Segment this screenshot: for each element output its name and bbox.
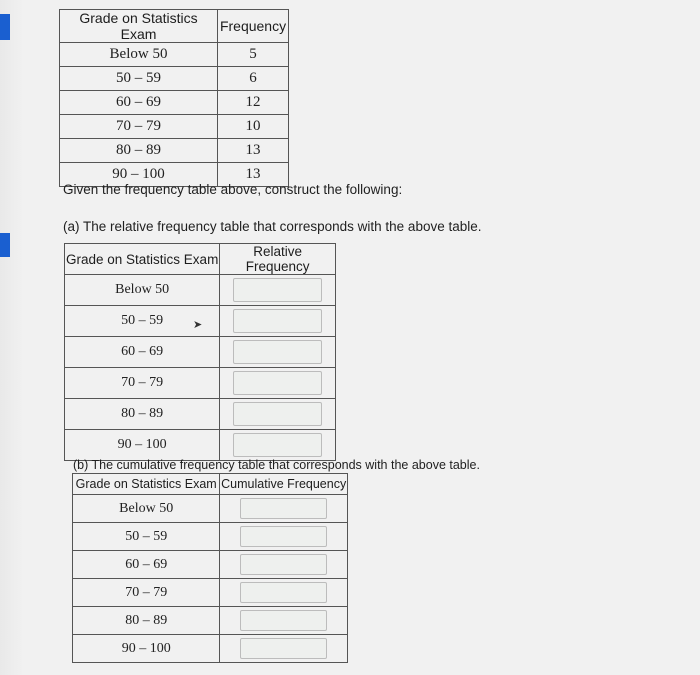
grade-cell: 60 – 69 — [65, 337, 220, 368]
grade-cell: 50 – 59 — [65, 306, 220, 337]
table-row — [65, 430, 336, 461]
grade-cell: 70 – 79 — [60, 115, 218, 139]
grade-cell: 90 – 100 — [65, 430, 220, 461]
answer-cell — [220, 579, 348, 607]
grade-column-header: Grade on Statistics Exam — [65, 244, 220, 275]
frequency-cell: 10 — [218, 115, 289, 139]
grade-column-header: Grade on Statistics Exam — [73, 474, 220, 495]
answer-cell — [220, 635, 348, 663]
grade-cell: 60 – 69 — [60, 91, 218, 115]
sidebar-marker-middle — [0, 233, 10, 257]
table-row — [60, 139, 289, 163]
frequency-cell: 13 — [218, 163, 289, 187]
grade-cell: 70 – 79 — [73, 579, 220, 607]
cumulative-frequency-input[interactable] — [240, 638, 327, 659]
table-row — [73, 495, 348, 523]
grade-cell: 80 – 89 — [60, 139, 218, 163]
frequency-cell: 6 — [218, 67, 289, 91]
cumulative-frequency-column-header: Cumulative Frequency — [220, 474, 348, 495]
relative-frequency-input[interactable] — [233, 371, 322, 395]
relative-frequency-input[interactable] — [233, 433, 322, 457]
table-header-row — [65, 244, 336, 275]
answer-cell — [220, 399, 336, 430]
answer-cell — [220, 275, 336, 306]
cumulative-frequency-input[interactable] — [240, 498, 327, 519]
table-header-row — [60, 10, 289, 43]
answer-cell — [220, 306, 336, 337]
instruction-text: Given the frequency table above, construct the following: — [63, 182, 403, 197]
cumulative-frequency-input[interactable] — [240, 554, 327, 575]
part-b-prompt: (b) The cumulative frequency table that corresponds with the above table. — [73, 458, 480, 472]
mouse-pointer-icon: ➤ — [193, 319, 203, 331]
grade-cell: 50 – 59 — [60, 67, 218, 91]
answer-cell — [220, 368, 336, 399]
frequency-table — [59, 9, 289, 187]
table-row — [60, 91, 289, 115]
answer-cell — [220, 337, 336, 368]
answer-cell — [220, 495, 348, 523]
grade-cell: Below 50 — [65, 275, 220, 306]
table-row — [60, 115, 289, 139]
grade-cell: Below 50 — [73, 495, 220, 523]
relative-frequency-input[interactable] — [233, 340, 322, 364]
sidebar-marker-top — [0, 14, 10, 40]
cumulative-frequency-input[interactable] — [240, 610, 327, 631]
cumulative-frequency-input[interactable] — [240, 526, 327, 547]
cumulative-frequency-input[interactable] — [240, 582, 327, 603]
table-row — [73, 607, 348, 635]
grade-cell: Below 50 — [60, 43, 218, 67]
table-row — [65, 368, 336, 399]
table-row — [65, 399, 336, 430]
relative-frequency-input[interactable] — [233, 402, 322, 426]
table-row — [60, 67, 289, 91]
grade-cell: 80 – 89 — [65, 399, 220, 430]
grade-column-header: Grade on Statistics Exam — [60, 10, 218, 43]
grade-cell: 90 – 100 — [60, 163, 218, 187]
frequency-cell: 13 — [218, 139, 289, 163]
table-row — [73, 551, 348, 579]
table-row — [65, 275, 336, 306]
table-header-row — [73, 474, 348, 495]
frequency-column-header: Frequency — [218, 10, 289, 43]
relative-frequency-table — [64, 243, 336, 461]
relative-frequency-input[interactable] — [233, 309, 322, 333]
grade-cell: 90 – 100 — [73, 635, 220, 663]
grade-cell: 80 – 89 — [73, 607, 220, 635]
grade-cell: 60 – 69 — [73, 551, 220, 579]
table-row — [65, 337, 336, 368]
part-a-prompt: (a) The relative frequency table that corresponds with the above table. — [63, 219, 482, 234]
answer-cell — [220, 523, 348, 551]
table-row — [73, 635, 348, 663]
table-row — [73, 523, 348, 551]
grade-cell: 70 – 79 — [65, 368, 220, 399]
answer-cell — [220, 551, 348, 579]
table-row — [60, 43, 289, 67]
left-sidebar-edge — [0, 0, 22, 675]
cumulative-frequency-table — [72, 473, 348, 663]
grade-cell: 50 – 59 — [73, 523, 220, 551]
frequency-cell: 12 — [218, 91, 289, 115]
frequency-cell: 5 — [218, 43, 289, 67]
relative-frequency-column-header: Relative Frequency — [220, 244, 336, 275]
relative-frequency-input[interactable] — [233, 278, 322, 302]
answer-cell — [220, 607, 348, 635]
answer-cell — [220, 430, 336, 461]
table-row — [73, 579, 348, 607]
